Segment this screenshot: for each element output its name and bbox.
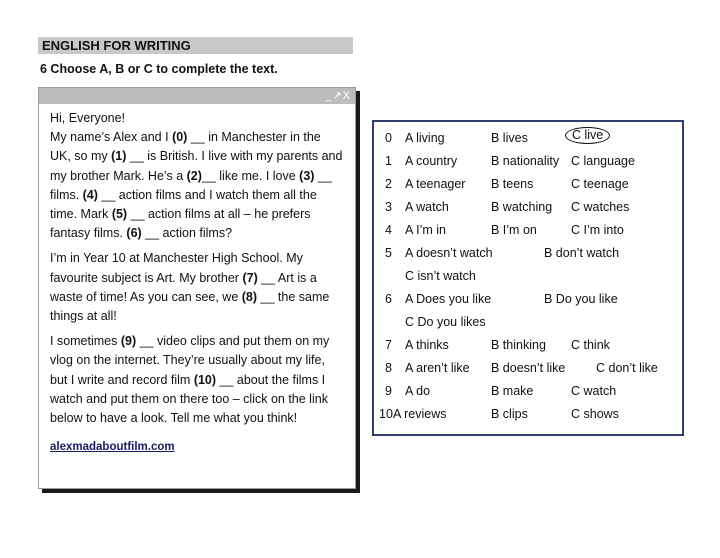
answer-row	[374, 173, 682, 196]
option-a: A reviews	[393, 407, 447, 421]
gap-number: (10)	[193, 372, 217, 387]
option-a: A aren’t like	[405, 361, 470, 375]
option-b: B don’t watch	[544, 246, 620, 260]
option-b: B make	[491, 384, 534, 398]
option-b: B doesn’t like	[491, 361, 566, 375]
email-body	[39, 104, 355, 457]
text-segment: __ like me. I love	[201, 168, 300, 183]
answer-row-continued	[374, 265, 682, 288]
question-number: 8	[385, 361, 392, 375]
text-segment: __ in Manchester in the UK, so my	[50, 130, 321, 164]
text-segment: I’m in Year 10 at Manchester High School. My favourite subject is Art. My brother	[50, 251, 303, 285]
option-c: C isn’t watch	[405, 269, 476, 283]
option-b: B thinking	[491, 338, 546, 352]
text-segment: __ action films?	[141, 226, 233, 241]
answer-row	[374, 403, 682, 426]
gap-number: (4)	[82, 187, 98, 202]
email-paragraph-1	[50, 128, 345, 243]
section-header: ENGLISH FOR WRITING	[38, 37, 353, 54]
gap-number: (5)	[111, 207, 128, 222]
option-a: A thinks	[405, 338, 449, 352]
window-controls-icon[interactable]: _↗X	[325, 90, 351, 102]
answer-row	[374, 380, 682, 403]
gap-number: (9)	[120, 334, 137, 349]
answer-row	[374, 288, 682, 311]
email-paragraph-2	[50, 249, 345, 326]
question-number: 1	[385, 154, 392, 168]
answer-options-box	[372, 120, 684, 436]
option-b: B Do you like	[544, 292, 618, 306]
question-number: 7	[385, 338, 392, 352]
text-segment: __ Art is a waste of time! As you can see, we	[50, 270, 317, 304]
option-c: C watch	[571, 384, 617, 398]
question-number: 4	[385, 223, 392, 237]
option-c: C teenage	[571, 177, 629, 191]
question-number: 6	[385, 292, 392, 306]
text-segment: __ is British. I live with my parents and my brother Mark. He’s a	[50, 149, 343, 183]
text-segment: __ action films at all – he prefers fantasy films.	[50, 207, 311, 241]
option-c: C don’t like	[596, 361, 658, 375]
option-a: A country	[405, 154, 458, 168]
option-b: B watching	[491, 200, 553, 214]
question-number: 5	[385, 246, 392, 260]
option-a: A living	[405, 131, 445, 145]
option-a: A do	[405, 384, 431, 398]
option-c: C watches	[571, 200, 630, 214]
text-segment: __ films.	[50, 168, 332, 202]
question-number: 10	[379, 407, 393, 421]
option-c: C live	[565, 127, 610, 144]
gap-number: (0)	[172, 130, 188, 145]
question-number: 0	[385, 131, 392, 145]
answer-row-continued	[374, 311, 682, 334]
option-b: B teens	[491, 177, 534, 191]
gap-number: (1)	[111, 149, 127, 164]
text-segment: __ action films and I watch them all the time. Mark	[50, 187, 317, 222]
gap-number: (2)	[186, 168, 202, 183]
text-segment: I sometimes	[50, 334, 121, 349]
option-b: B clips	[491, 407, 528, 421]
option-a: A doesn’t watch	[405, 246, 493, 260]
answer-row	[374, 127, 682, 150]
text-segment: __ about the films I watch and put them on there too – click on the link below to have a look. Tell me what you think!	[50, 372, 328, 426]
exercise-instruction: 6 Choose A, B or C to complete the text.	[40, 62, 278, 76]
gap-number: (3)	[299, 168, 315, 183]
answer-row	[374, 219, 682, 242]
option-b: B nationality	[491, 154, 560, 168]
email-window	[38, 87, 356, 489]
option-c: C Do you likes	[405, 315, 486, 329]
option-c: C shows	[571, 407, 619, 421]
email-paragraph-3	[50, 332, 345, 428]
option-a: A teenager	[405, 177, 466, 191]
question-number: 3	[385, 200, 392, 214]
email-greeting: Hi, Everyone!	[50, 111, 126, 125]
option-b: B lives	[491, 131, 528, 145]
text-segment: __ the same things at all!	[50, 289, 330, 324]
option-c: C language	[571, 154, 635, 168]
option-c: C think	[571, 338, 610, 352]
answer-row	[374, 150, 682, 173]
question-number: 2	[385, 177, 392, 191]
answer-row	[374, 334, 682, 357]
option-a: A I’m in	[405, 223, 446, 237]
answer-row	[374, 357, 682, 380]
vlog-link[interactable]: alexmadaboutfilm.com	[50, 441, 175, 454]
option-b: B I’m on	[491, 223, 537, 237]
gap-number: (8)	[241, 289, 258, 304]
answer-row	[374, 242, 682, 265]
option-c: C I’m into	[571, 223, 624, 237]
option-a: A watch	[405, 200, 449, 214]
gap-number: (7)	[242, 270, 258, 285]
email-titlebar	[39, 88, 355, 104]
text-segment: __ video clips and put them on my vlog on the internet. They’re usually about my life, but I write and record film	[50, 334, 330, 387]
option-a: A Does you like	[405, 292, 492, 306]
text-segment: My name’s Alex and I	[50, 130, 173, 145]
question-number: 9	[385, 384, 392, 398]
gap-number: (6)	[126, 226, 142, 241]
answer-row	[374, 196, 682, 219]
